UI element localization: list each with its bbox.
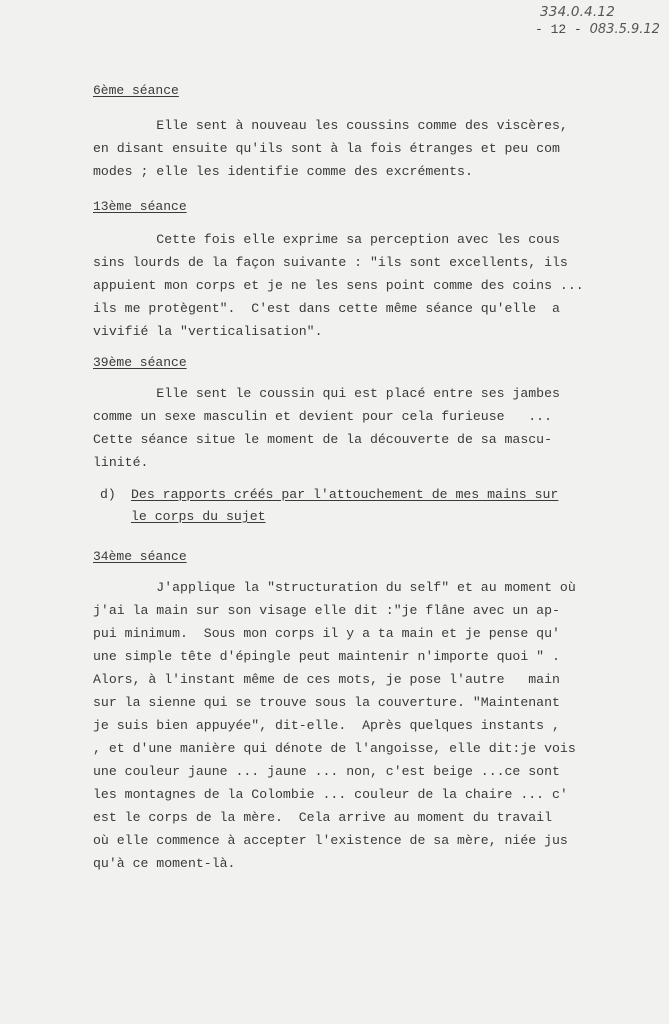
section-paragraph: [93, 228, 584, 343]
subsection-title-line: Des rapports créés par l'attouchement de mes mains sur: [131, 487, 559, 502]
text-line: Cette fois elle exprime sa perception avec les cous: [93, 232, 560, 247]
text-line: Elle sent le coussin qui est placé entre ses jambes: [93, 386, 560, 401]
text-line: où elle commence à accepter l'existence de sa mère, niée jus: [93, 833, 568, 848]
text-line: Elle sent à nouveau les coussins comme des viscères,: [93, 118, 568, 133]
text-line: une simple tête d'épingle peut maintenir n'importe quoi " .: [93, 649, 560, 664]
text-line: Alors, à l'instant même de ces mots, je pose l'autre main: [93, 672, 560, 687]
text-line: je suis bien appuyée", dit-elle. Après quelques instants ,: [93, 718, 560, 733]
section-heading: 13ème séance: [93, 199, 187, 214]
section-paragraph: [93, 114, 568, 183]
page-number-line: [535, 22, 660, 37]
subsection-title: [131, 484, 558, 528]
text-line: Cette séance situe le moment de la découverte de sa mascu-: [93, 432, 552, 447]
section-heading: 39ème séance: [93, 355, 187, 370]
section-paragraph: [93, 382, 560, 474]
text-line: vivifié la "verticalisation".: [93, 324, 323, 339]
text-line: linité.: [93, 455, 149, 470]
section-heading: 34ème séance: [93, 549, 187, 564]
section-paragraph: [93, 576, 576, 875]
text-line: les montagnes de la Colombie ... couleur de la chaire ... c': [93, 787, 568, 802]
text-line: est le corps de la mère. Cela arrive au moment du travail: [93, 810, 552, 825]
page-number: - 12 -: [535, 22, 582, 37]
archive-reference: 334.0.4.12: [540, 4, 615, 20]
text-line: modes ; elle les identifie comme des excréments.: [93, 164, 473, 179]
text-line: j'ai la main sur son visage elle dit :"je flâne avec un ap-: [93, 603, 560, 618]
text-line: qu'à ce moment-là.: [93, 856, 236, 871]
text-line: ils me protègent". C'est dans cette même séance qu'elle a: [93, 301, 560, 316]
text-line: pui minimum. Sous mon corps il y a ta main et je pense qu': [93, 626, 560, 641]
text-line: sins lourds de la façon suivante : "ils sont excellents, ils: [93, 255, 568, 270]
text-line: J'applique la "structuration du self" et au moment où: [93, 580, 576, 595]
text-line: en disant ensuite qu'ils sont à la fois étranges et peu com: [93, 141, 560, 156]
text-line: , et d'une manière qui dénote de l'angoisse, elle dit:je vois: [93, 741, 576, 756]
text-line: appuient mon corps et je ne les sens point comme des coins ...: [93, 278, 584, 293]
archive-reference-secondary: 083.5.9.12: [589, 22, 660, 37]
text-line: une couleur jaune ... jaune ... non, c'est beige ...ce sont: [93, 764, 560, 779]
subsection-letter: d): [100, 487, 116, 502]
subsection-title-line: le corps du sujet: [131, 509, 266, 524]
text-line: sur la sienne qui se trouve sous la couverture. "Maintenant: [93, 695, 560, 710]
text-line: comme un sexe masculin et devient pour cela furieuse ...: [93, 409, 552, 424]
section-heading: 6ème séance: [93, 83, 179, 98]
